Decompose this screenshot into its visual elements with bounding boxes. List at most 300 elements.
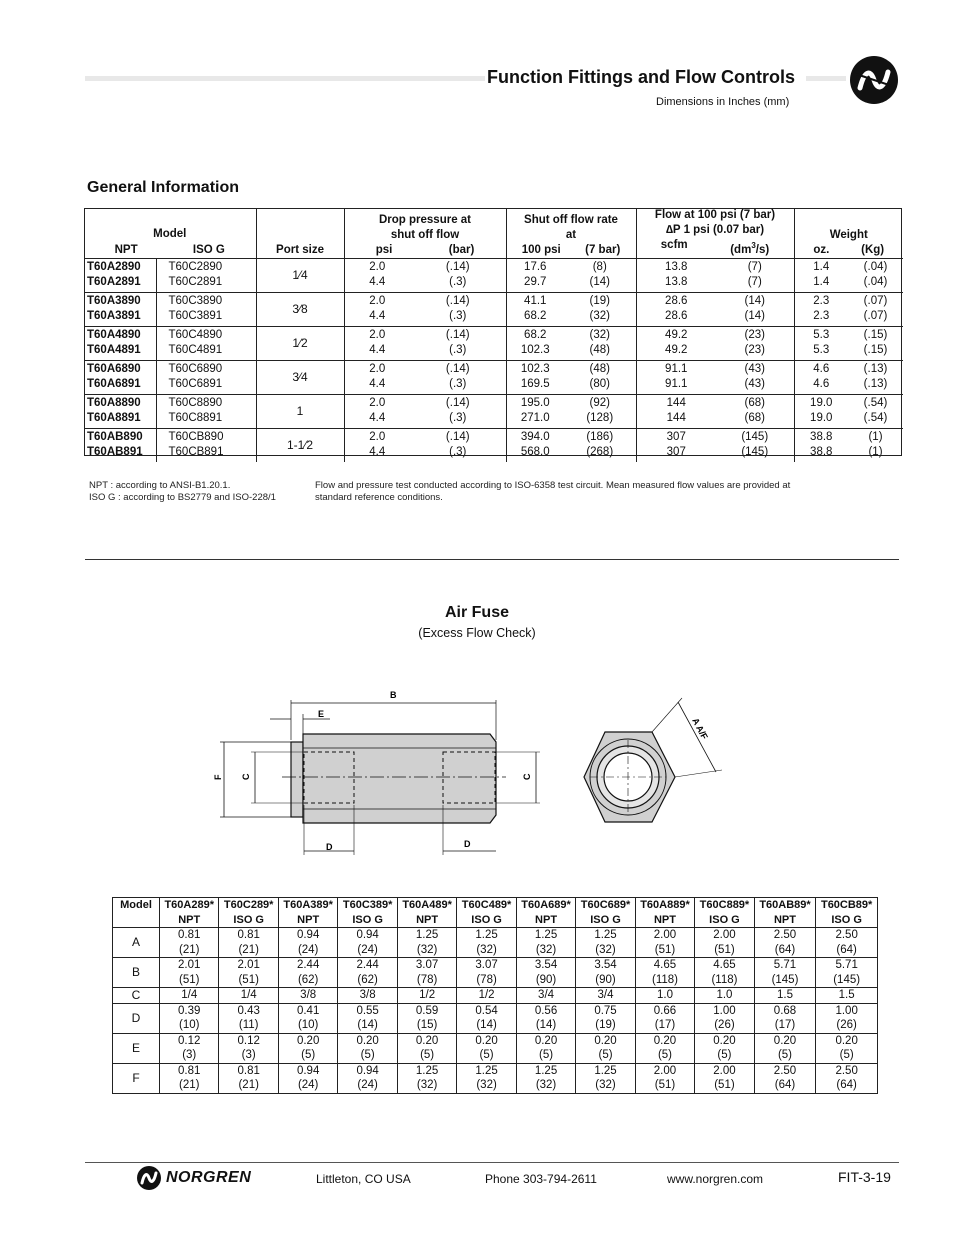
- norgren-logo-icon: [136, 1165, 162, 1191]
- cell-scfm: 91.1: [636, 360, 716, 377]
- dims-value-inch: 0.20: [773, 1034, 797, 1047]
- dims-value-inch: 1.25: [534, 929, 558, 941]
- dims-value-mm: (78): [476, 973, 497, 986]
- dims-value-inch: 3/4: [597, 989, 614, 1001]
- header-oz: oz.: [813, 243, 830, 256]
- dims-value-mm: (78): [416, 973, 438, 986]
- cell-psi: 4.4: [344, 445, 410, 462]
- cell-dm3s: (7): [747, 275, 762, 288]
- dims-cell: [754, 928, 816, 958]
- dims-cell: [754, 1063, 816, 1093]
- cell-kg: (.13): [848, 360, 903, 377]
- cell-npt: T60AB890: [84, 428, 156, 445]
- dims-model-header: Model: [113, 898, 160, 928]
- dims-thread-type: NPT: [178, 913, 201, 926]
- cell-iso: T60C3890: [156, 292, 256, 309]
- dims-cell: [695, 958, 754, 988]
- cell-kg: (.15): [863, 343, 888, 356]
- cell-iso: T60C8891: [156, 411, 256, 429]
- dims-row-label: D: [113, 1003, 160, 1033]
- dims-cell: [816, 988, 878, 1004]
- dims-value-inch: 2.01: [178, 959, 201, 971]
- dims-value-mm: (5): [539, 1049, 554, 1061]
- cell-npt: T60A8890: [84, 394, 156, 411]
- cell-bar: (.14): [410, 292, 506, 309]
- dims-cell: [160, 928, 219, 958]
- cell-oz: 19.0: [794, 394, 848, 411]
- dims-value-inch: 0.66: [653, 1004, 677, 1017]
- dims-cell: [695, 1033, 754, 1063]
- dims-cell: [754, 988, 816, 1004]
- dims-value-mm: (21): [179, 1079, 200, 1091]
- dims-cell: [635, 928, 694, 958]
- dims-cell: [219, 1063, 278, 1093]
- dims-value-mm: (19): [595, 1019, 616, 1031]
- cell-bar: (.14): [410, 258, 506, 275]
- dims-thread-type: ISO G: [233, 913, 264, 926]
- footer-phone: Phone 303-794-2611: [485, 1172, 597, 1186]
- dims-model-code: T60C889*: [699, 899, 750, 911]
- dims-cell: [516, 1033, 575, 1063]
- dims-value-mm: (32): [535, 1079, 557, 1091]
- dims-value-mm: (14): [476, 1019, 497, 1031]
- cell-scfm: 144: [636, 394, 716, 411]
- cell-psi: 2.0: [344, 326, 410, 343]
- dims-thread-type: NPT: [416, 913, 439, 926]
- general-information-table: [84, 208, 903, 462]
- general-information-heading: General Information: [87, 179, 240, 196]
- dims-value-inch: 0.20: [296, 1034, 320, 1047]
- dims-cell: [160, 1063, 219, 1093]
- dims-cell: [397, 1033, 456, 1063]
- cell-iso: T60C4890: [156, 326, 256, 343]
- cell-npt: T60A3891: [87, 309, 141, 322]
- dims-value-inch: 1.5: [838, 989, 855, 1001]
- dims-cell: [278, 1003, 337, 1033]
- dims-value-mm: (62): [357, 973, 378, 986]
- dims-cell: [457, 928, 516, 958]
- header-model: Model: [153, 227, 187, 240]
- air-fuse-subheading: (Excess Flow Check): [418, 626, 536, 640]
- label-b: B: [390, 690, 397, 700]
- cell-npt: T60AB891: [87, 445, 143, 458]
- air-fuse-drawing: [200, 680, 740, 860]
- dims-cell: [516, 958, 575, 988]
- dims-value-mm: (24): [297, 943, 319, 956]
- table-row: [113, 988, 878, 1004]
- table-row: [84, 394, 903, 411]
- cell-sfr-bar: (80): [589, 377, 610, 390]
- dims-value-inch: 2.44: [296, 959, 320, 971]
- cell-sfr-bar: (186): [564, 428, 636, 445]
- cell-iso: T60C8890: [156, 394, 256, 411]
- dims-value-inch: 1/4: [240, 989, 257, 1001]
- dims-value-inch: 0.54: [475, 1004, 498, 1017]
- header-shutoff-2: at: [565, 228, 577, 241]
- standards-note: [89, 480, 276, 504]
- dims-model-code: T60A689*: [521, 899, 571, 911]
- cell-sfr-bar: (8): [564, 258, 636, 275]
- cell-kg: (.54): [863, 411, 888, 424]
- dims-value-mm: (21): [179, 943, 200, 956]
- dims-value-mm: (24): [357, 943, 378, 956]
- table-row: [113, 958, 878, 988]
- dims-value-inch: 0.20: [475, 1034, 498, 1047]
- dims-value-mm: (51): [654, 943, 676, 956]
- cell-kg: (1): [868, 445, 883, 458]
- dims-value-mm: (51): [714, 1079, 735, 1091]
- dims-value-mm: (24): [357, 1079, 378, 1091]
- label-f: F: [213, 774, 223, 780]
- dims-model-code: T60A289*: [164, 899, 214, 911]
- header-bar: (bar): [448, 243, 475, 256]
- dims-value-inch: 0.94: [296, 929, 320, 941]
- dims-column-header: [516, 898, 575, 928]
- dims-value-inch: 1.25: [475, 1064, 498, 1077]
- dims-value-mm: (14): [357, 1019, 378, 1031]
- dims-thread-type: NPT: [535, 913, 558, 926]
- table-row: [84, 343, 903, 361]
- dims-value-mm: (64): [774, 1079, 796, 1091]
- dims-cell: [338, 1063, 397, 1093]
- dims-cell: [457, 1003, 516, 1033]
- dims-value-inch: 2.00: [713, 929, 736, 941]
- dims-thread-type: NPT: [773, 913, 796, 926]
- dims-cell: [457, 1063, 516, 1093]
- dims-cell: [338, 1003, 397, 1033]
- cell-dm3s: (145): [741, 445, 769, 458]
- cell-iso: T60C2891: [156, 275, 256, 293]
- table-row: [84, 411, 903, 429]
- label-c-right: C: [522, 773, 532, 780]
- dims-thread-type: ISO G: [471, 913, 502, 926]
- cell-psi: 4.4: [344, 411, 410, 429]
- label-d-right: D: [464, 839, 471, 849]
- dims-value-mm: (14): [535, 1019, 557, 1031]
- brand-name: NORGREN: [166, 1169, 252, 1186]
- dims-cell: [457, 988, 516, 1004]
- cell-sfr-bar: (48): [589, 343, 610, 356]
- cell-sfr-bar: (128): [586, 411, 614, 424]
- header-dm3s: $(dm^3/s)$: [730, 241, 770, 256]
- dims-value-inch: 2.44: [356, 959, 379, 971]
- dims-cell: [219, 928, 278, 958]
- dims-value-inch: 0.41: [296, 1004, 320, 1017]
- dims-value-mm: (90): [535, 973, 557, 986]
- dims-cell: [219, 1003, 278, 1033]
- cell-kg: (.54): [848, 394, 903, 411]
- header-weight: Weight: [829, 228, 868, 241]
- header-psi: psi: [375, 243, 393, 256]
- dims-value-mm: (5): [301, 1049, 316, 1061]
- header-flow-1: Flow at 100 psi (7 bar): [654, 209, 776, 221]
- cell-psi: 2.0: [344, 258, 410, 275]
- cell-iso: T60C6890: [156, 360, 256, 377]
- cell-sfr-bar: (268): [586, 445, 614, 458]
- dims-value-inch: 1/2: [478, 989, 495, 1001]
- dims-cell: [635, 958, 694, 988]
- cell-sfr: 41.1: [506, 292, 564, 309]
- dims-value-inch: 0.20: [356, 1034, 379, 1047]
- dims-value-inch: 0.20: [534, 1034, 558, 1047]
- dims-cell: [338, 988, 397, 1004]
- cell-dm3s: (43): [716, 360, 794, 377]
- dims-value-mm: (32): [476, 943, 497, 956]
- dims-cell: [219, 988, 278, 1004]
- cell-oz: 5.3: [794, 343, 848, 361]
- dims-value-mm: (21): [238, 1079, 259, 1091]
- dims-value-inch: 2.50: [835, 1064, 858, 1077]
- page-number: FIT-3-19: [838, 1169, 891, 1185]
- cell-npt: T60A6891: [87, 377, 141, 390]
- dims-value-mm: (145): [833, 973, 861, 986]
- dims-cell: [516, 928, 575, 958]
- dims-value-inch: 2.00: [713, 1064, 736, 1077]
- cell-scfm: 307: [636, 428, 716, 445]
- cell-kg: (.13): [863, 377, 888, 390]
- cell-sfr: 102.3: [506, 360, 564, 377]
- dims-value-inch: 4.65: [653, 959, 677, 971]
- dims-value-inch: 0.94: [296, 1064, 320, 1077]
- cell-oz: 38.8: [794, 445, 848, 462]
- dims-value-inch: 0.20: [594, 1034, 617, 1047]
- dims-column-header: [160, 898, 219, 928]
- dims-row-label: E: [113, 1033, 160, 1063]
- section-divider: [85, 559, 899, 560]
- cell-oz: 1.4: [794, 275, 848, 293]
- note-test-1: Flow and pressure test conducted according to ISO-6358 test circuit. Mean measured flow values are provided at: [315, 480, 791, 491]
- label-e: E: [318, 709, 325, 719]
- cell-oz: 1.4: [794, 258, 848, 275]
- dims-value-inch: 1.0: [716, 989, 733, 1001]
- dims-value-inch: 3/8: [300, 989, 317, 1001]
- dims-model-code: T60C689*: [580, 899, 631, 911]
- cell-oz: 38.8: [794, 428, 848, 445]
- table-row: [84, 258, 903, 275]
- dims-row-label: A: [113, 928, 160, 958]
- cell-iso: T60C2890: [156, 258, 256, 275]
- dims-value-inch: 0.56: [534, 1004, 558, 1017]
- dims-cell: [635, 1003, 694, 1033]
- page-title: Function Fittings and Flow Controls: [487, 67, 795, 87]
- cell-bar: (.3): [449, 275, 467, 288]
- cell-bar: (.3): [449, 343, 467, 356]
- header-npt: NPT: [114, 243, 138, 256]
- cell-kg: (1): [848, 428, 903, 445]
- cell-sfr: 568.0: [506, 445, 564, 462]
- cell-dm3s: (23): [744, 343, 765, 356]
- dims-cell: [576, 1063, 635, 1093]
- cell-scfm: 91.1: [636, 377, 716, 395]
- header-port-size: Port size: [256, 208, 344, 258]
- dims-value-mm: (10): [297, 1019, 319, 1031]
- table-row: [113, 928, 878, 958]
- dims-cell: [397, 1003, 456, 1033]
- dims-cell: [457, 958, 516, 988]
- cell-psi: 2.0: [344, 292, 410, 309]
- air-fuse-heading: Air Fuse: [444, 604, 509, 621]
- dims-value-inch: 1.25: [594, 929, 617, 941]
- dims-value-mm: (64): [836, 1079, 857, 1091]
- dims-column-header: [219, 898, 278, 928]
- dims-cell: [816, 958, 878, 988]
- dims-cell: [635, 1063, 694, 1093]
- norgren-logo: [136, 1165, 251, 1191]
- dims-cell: [219, 1033, 278, 1063]
- cell-sfr: 394.0: [506, 428, 564, 445]
- dims-thread-type: NPT: [297, 913, 320, 926]
- dims-value-inch: 3.07: [415, 959, 439, 971]
- dims-cell: [576, 1033, 635, 1063]
- header-shutoff-1: Shut off flow rate: [524, 213, 618, 226]
- dims-model-code: T60A389*: [283, 899, 333, 911]
- dims-value-inch: 0.59: [415, 1004, 439, 1017]
- dims-cell: [576, 1003, 635, 1033]
- dims-value-inch: 2.01: [237, 959, 260, 971]
- dims-value-mm: (5): [598, 1049, 613, 1061]
- dims-value-inch: 1.5: [776, 989, 793, 1001]
- label-aaf: A A/F: [690, 716, 710, 742]
- cell-bar: (.14): [410, 326, 506, 343]
- cell-psi: 2.0: [344, 428, 410, 445]
- dims-column-header: [816, 898, 878, 928]
- cell-sfr: 195.0: [506, 394, 564, 411]
- cell-psi: 4.4: [344, 309, 410, 327]
- cell-iso: T60CB890: [156, 428, 256, 445]
- dims-value-inch: 0.43: [237, 1004, 260, 1017]
- dims-value-mm: (62): [297, 973, 319, 986]
- dims-value-mm: (11): [238, 1019, 259, 1031]
- dims-value-inch: 0.12: [178, 1034, 201, 1047]
- dims-value-inch: 3.07: [475, 959, 498, 971]
- dims-value-inch: 0.75: [594, 1004, 617, 1017]
- dims-value-inch: 2.50: [773, 929, 797, 941]
- dims-cell: [516, 1063, 575, 1093]
- dims-value-inch: 1/2: [419, 989, 436, 1001]
- dims-cell: [397, 958, 456, 988]
- dims-value-mm: (10): [179, 1019, 200, 1031]
- cell-sfr-bar: (32): [589, 309, 610, 322]
- table-row: [84, 377, 903, 395]
- dims-value-mm: (5): [839, 1049, 854, 1061]
- units-note: Dimensions in Inches (mm): [656, 96, 790, 108]
- header-rule-right: [806, 76, 846, 81]
- dims-value-inch: 1.25: [534, 1064, 558, 1077]
- dims-model-code: T60A489*: [402, 899, 452, 911]
- cell-sfr: 68.2: [506, 309, 564, 327]
- cell-dm3s: (145): [716, 428, 794, 445]
- dims-value-mm: (5): [657, 1049, 673, 1061]
- dims-value-inch: 3.54: [534, 959, 558, 971]
- dims-model-code: T60A889*: [640, 899, 690, 911]
- dims-value-inch: 3.54: [594, 959, 617, 971]
- cell-sfr-bar: (48): [564, 360, 636, 377]
- dims-cell: [816, 1033, 878, 1063]
- dims-value-mm: (145): [771, 973, 799, 986]
- table-row: [84, 445, 903, 462]
- cell-iso: T60C6891: [156, 377, 256, 395]
- dims-row-label: F: [113, 1063, 160, 1093]
- dims-value-mm: (32): [416, 1079, 438, 1091]
- dims-cell: [160, 1033, 219, 1063]
- dims-value-inch: 5.71: [835, 959, 858, 971]
- dims-cell: [457, 1033, 516, 1063]
- header-drop-pressure-1: Drop pressure at: [378, 213, 472, 226]
- dims-model-code: T60C389*: [342, 899, 393, 911]
- dims-cell: [816, 1063, 878, 1093]
- label-c-left: C: [241, 773, 251, 780]
- dims-value-inch: 0.81: [237, 1064, 260, 1077]
- dims-value-inch: 0.81: [178, 1064, 201, 1077]
- dims-value-mm: (5): [420, 1049, 435, 1061]
- dims-thread-type: ISO G: [831, 913, 862, 926]
- cell-sfr: 271.0: [506, 411, 564, 429]
- cell-npt: T60A6890: [84, 360, 156, 377]
- dims-value-inch: 1.25: [475, 929, 498, 941]
- cell-npt: T60A4891: [87, 343, 141, 356]
- dims-cell: [160, 958, 219, 988]
- dims-value-mm: (64): [836, 943, 857, 956]
- dims-thread-type: ISO G: [709, 913, 740, 926]
- dims-value-mm: (118): [651, 973, 678, 986]
- cell-oz: 2.3: [794, 292, 848, 309]
- cell-bar: (.3): [449, 377, 467, 390]
- dims-value-mm: (5): [717, 1049, 732, 1061]
- dims-value-inch: 0.81: [237, 929, 260, 941]
- cell-sfr: 68.2: [506, 326, 564, 343]
- cell-sfr-bar: (92): [564, 394, 636, 411]
- dims-value-inch: 0.20: [415, 1034, 439, 1047]
- cell-scfm: 144: [636, 411, 716, 429]
- cell-npt: T60A2891: [87, 275, 141, 288]
- dims-value-mm: (51): [238, 973, 259, 986]
- dims-value-inch: 1.25: [415, 929, 439, 941]
- dims-cell: [754, 1003, 816, 1033]
- dims-value-inch: 0.55: [356, 1004, 379, 1017]
- table-row: [84, 428, 903, 445]
- cell-oz: 19.0: [794, 411, 848, 429]
- dims-column-header: [278, 898, 337, 928]
- dims-value-inch: 1.25: [594, 1064, 617, 1077]
- table-row: [84, 309, 903, 327]
- dims-cell: [816, 928, 878, 958]
- dims-value-inch: 1/4: [181, 989, 198, 1001]
- dims-value-inch: 2.50: [773, 1064, 797, 1077]
- cell-bar: (.3): [449, 411, 467, 424]
- dims-column-header: [397, 898, 456, 928]
- dims-cell: [338, 1033, 397, 1063]
- dims-model-code: T60CB89*: [820, 899, 873, 911]
- cell-npt: T60A8891: [87, 411, 141, 424]
- dims-value-mm: (24): [297, 1079, 319, 1091]
- cell-bar: (.14): [410, 360, 506, 377]
- port-size-cell: 1⁄2: [256, 326, 344, 360]
- dims-model-code: T60C289*: [223, 899, 274, 911]
- dims-cell: [635, 1033, 694, 1063]
- cell-iso: T60C3891: [156, 309, 256, 327]
- footer-website[interactable]: www.norgren.com: [667, 1172, 764, 1186]
- header-7bar: (7 bar): [585, 243, 621, 256]
- dims-value-mm: (5): [777, 1049, 793, 1061]
- note-test-2: standard reference conditions.: [315, 492, 443, 503]
- dims-cell: [516, 988, 575, 1004]
- cell-oz: 4.6: [794, 377, 848, 395]
- cell-psi: 4.4: [344, 377, 410, 395]
- cell-oz: 2.3: [794, 309, 848, 327]
- cell-psi: 2.0: [344, 394, 410, 411]
- dims-value-inch: 1.00: [835, 1004, 858, 1017]
- cell-dm3s: (68): [744, 411, 765, 424]
